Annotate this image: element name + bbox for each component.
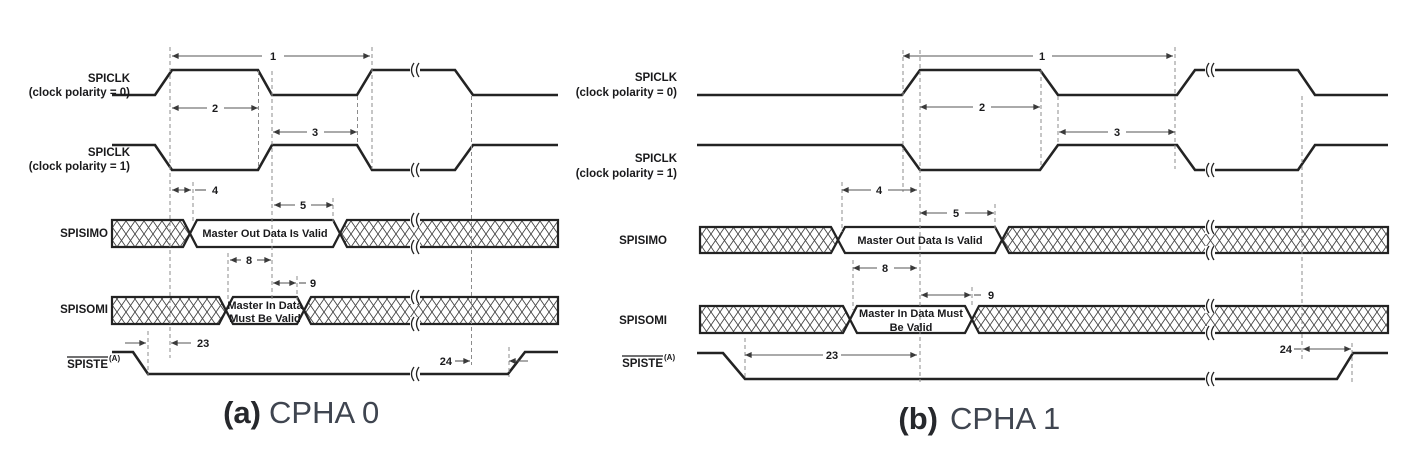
- break-marks-b: [1205, 63, 1215, 386]
- diagram-cpha0: [29, 47, 558, 430]
- dim-8-b: [853, 263, 917, 275]
- spiste-wave-b: [697, 353, 1388, 379]
- spiste-note-a: (A): [109, 354, 121, 363]
- spisimo-label-b: SPISIMO: [619, 235, 667, 247]
- spiclk-pol1-sublabel-b: (clock polarity = 1): [575, 168, 677, 180]
- dim-label-9-a: 9: [310, 278, 317, 290]
- dim-2-a: [172, 103, 258, 115]
- somi-valid-text-a-line2: Must Be Valid: [229, 313, 301, 325]
- dim-3-b: [1059, 127, 1175, 139]
- spisomi-band-a: [112, 297, 558, 324]
- caption-b-prefix: (b): [898, 401, 938, 436]
- spiclk-pol0-label-a: SPICLK: [87, 73, 130, 85]
- dim-label-3-a: 3: [311, 127, 319, 139]
- dim-label-23-b: 23: [825, 350, 839, 362]
- spiclk-pol1-label-a: SPICLK: [87, 147, 130, 159]
- dim-label-23-a: 23: [197, 338, 210, 350]
- dim-23-a: [125, 338, 209, 350]
- dim-label-1-b: 1: [1038, 51, 1046, 63]
- break-marks-a: [410, 63, 420, 381]
- spiste-wave-a: [112, 352, 558, 374]
- caption-a-title: CPHA 0: [269, 395, 380, 430]
- spiclk-pol0-wave-a: [112, 70, 558, 95]
- dim-label-2-b: 2: [978, 102, 986, 114]
- dim-label-4-b: 4: [875, 185, 883, 197]
- dim-label-24-b: 24: [1279, 344, 1292, 356]
- dim-label-5-a: 5: [299, 200, 307, 212]
- dim-label-24-a: 24: [439, 356, 452, 368]
- caption-b: [898, 401, 1060, 436]
- spiclk-pol1-wave-a: [112, 145, 558, 170]
- diagram-cpha1: [576, 47, 1388, 436]
- dim-9-a: [273, 278, 316, 290]
- spiclk-pol0-label-b: SPICLK: [634, 72, 677, 84]
- dim-3-a: [273, 127, 357, 139]
- dim-23-b: [745, 350, 917, 362]
- simo-valid-text-b: Master Out Data Is Valid: [857, 235, 983, 247]
- dim-5-a: [274, 200, 333, 212]
- dim-1-a: [172, 51, 370, 63]
- dim-label-1-a: 1: [269, 51, 277, 63]
- spiclk-pol0-sublabel-a: (clock polarity = 0): [28, 87, 130, 99]
- spiclk-pol0-wave-b: [697, 70, 1388, 95]
- dim-label-8-b: 8: [881, 263, 889, 275]
- somi-valid-text-b-line1: Master In Data Must: [859, 308, 963, 320]
- spiste-label-a: SPISTE: [67, 359, 108, 371]
- dim-label-3-b: 3: [1113, 127, 1121, 139]
- dim-1-b: [903, 51, 1173, 63]
- simo-valid-text-a: Master Out Data Is Valid: [202, 228, 328, 240]
- spisomi-band-b: [700, 306, 1388, 333]
- dim-4-b: [842, 185, 917, 197]
- spiclk-pol1-label-b: SPICLK: [634, 153, 677, 165]
- caption-a-prefix: (a): [223, 395, 261, 430]
- dim-label-2-a: 2: [211, 103, 219, 115]
- dim-2-b: [920, 102, 1040, 114]
- dim-4-a: [172, 185, 219, 197]
- dim-24-b: [1280, 344, 1351, 356]
- dim-label-8-a: 8: [245, 255, 253, 267]
- spisimo-band-b: [700, 227, 1388, 253]
- spisimo-label-a: SPISIMO: [60, 228, 108, 240]
- dim-5-b: [920, 208, 994, 220]
- dim-9-b: [921, 290, 994, 302]
- dim-label-5-b: 5: [952, 208, 960, 220]
- dim-label-9-b: 9: [988, 290, 995, 302]
- caption-b-title: CPHA 1: [950, 401, 1061, 436]
- caption-a: [223, 395, 379, 430]
- dashed-guides-a: [148, 47, 509, 377]
- spiste-note-b: (A): [664, 353, 676, 362]
- somi-valid-text-b-line2: Be Valid: [889, 322, 933, 334]
- dim-8-a: [230, 255, 271, 267]
- spisomi-label-a: SPISOMI: [60, 304, 108, 316]
- spiclk-pol1-wave-b: [697, 145, 1388, 170]
- somi-valid-text-a-line1: Master In Data: [227, 300, 303, 312]
- spisomi-label-b: SPISOMI: [619, 315, 667, 327]
- spiste-label-b: SPISTE: [622, 358, 663, 370]
- spiclk-pol1-sublabel-a: (clock polarity = 1): [28, 161, 130, 173]
- dim-label-4-a: 4: [211, 185, 219, 197]
- spisimo-band-a: [112, 220, 558, 247]
- spiclk-pol0-sublabel-b: (clock polarity = 0): [575, 87, 677, 99]
